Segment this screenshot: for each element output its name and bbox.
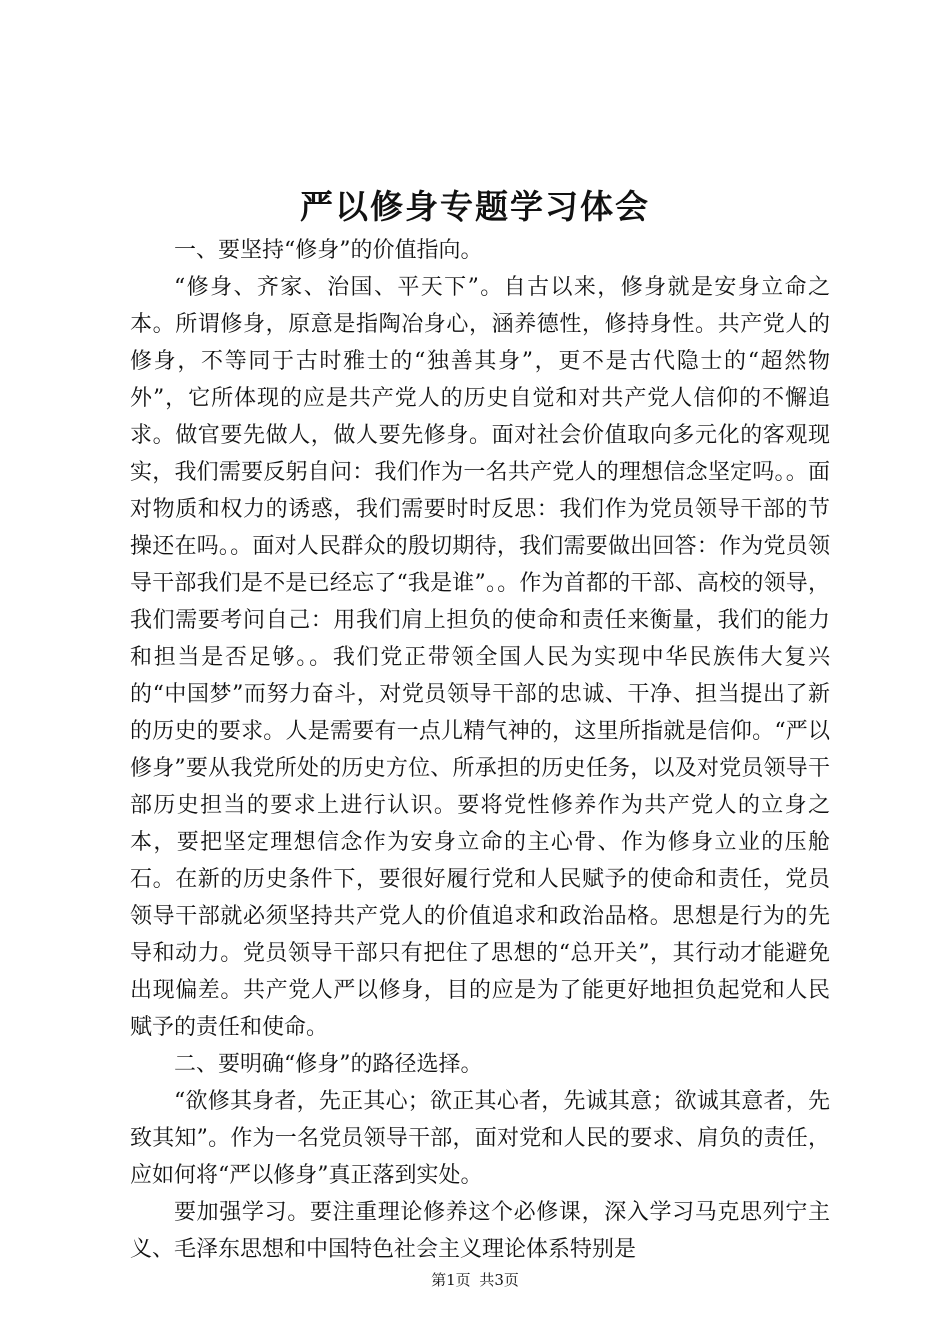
paragraph-3: 要加强学习。要注重理论修养这个必修课，深入学习马克思列宁主义、毛泽东思想和中国特色社会主义理论体系特别是 — [130, 1200, 830, 1262]
section-heading-1: 一、要坚持“修身”的价值指向。 — [174, 238, 483, 263]
page-number: 第1页 — [431, 1271, 471, 1289]
paragraph-2: “欲修其身者，先正其心；欲正其心者，先诚其意；欲诚其意者，先致其知”。作为一名党员领导干部，面对党和人民的要求、肩负的责任，应如何将“严以修身”真正落到实处。 — [130, 1089, 830, 1188]
document-title: 严以修身专题学习体会 — [300, 187, 650, 226]
page-total: 共3页 — [479, 1271, 519, 1289]
paragraph-1: “修身、齐家、治国、平天下”。自古以来，修身就是安身立命之本。所谓修身，原意是指陶冶身心，涵养德性，修持身性。共产党人的修身，不等同于古时雅士的“独善其身”，更不是古代隐士的“超然物外”，它所体现的应是共产党人的历史自觉和对共产党人信仰的不懈追求。做官要先做人，做人要先修身。面对社会价值取向多元化的客观现实，我们需要反躬自问：我们作为一名共产党人的理想信念坚定吗。。面对物质和权力的诱惑，我们需要时时反思：我们作为党员领导干部的节操还在吗。。面对人民群众的殷切期待，我们需要做出回答：作为党员领导干部我们是不是已经忘了“我是谁”。。作为首都的干部、高校的领导，我们需要考问自己：用我们肩上担负的使命和责任来衡量，我们的能力和担当是否足够。。我们党正带领全国人民为实现中华民族伟大复兴的“中国梦”而努力奋斗，对党员领导干部的忠诚、干净、担当提出了新的历史的要求。人是需要有一点儿精气神的，这里所指就是信仰。“严以修身”要从我党所处的历史方位、所承担的历史任务，以及对党员领导干部历史担当的要求上进行认识。要将党性修养作为共产党人的立身之本，要把坚定理想信念作为安身立命的主心骨、作为修身立业的压舱石。在新的历史条件下，要很好履行党和人民赋予的使命和责任，党员领导干部就必须坚持共产党人的价值追求和政治品格。思想是行为的先导和动力。党员领导干部只有把住了思想的“总开关”，其行动才能避免出现偏差。共产党人严以修身，目的应是为了能更好地担负起党和人民赋予的责任和使命。 — [130, 275, 830, 1040]
page-footer — [0, 1270, 950, 1290]
section-heading-2: 二、要明确“修身”的路径选择。 — [174, 1052, 483, 1077]
document-body — [130, 232, 830, 1268]
